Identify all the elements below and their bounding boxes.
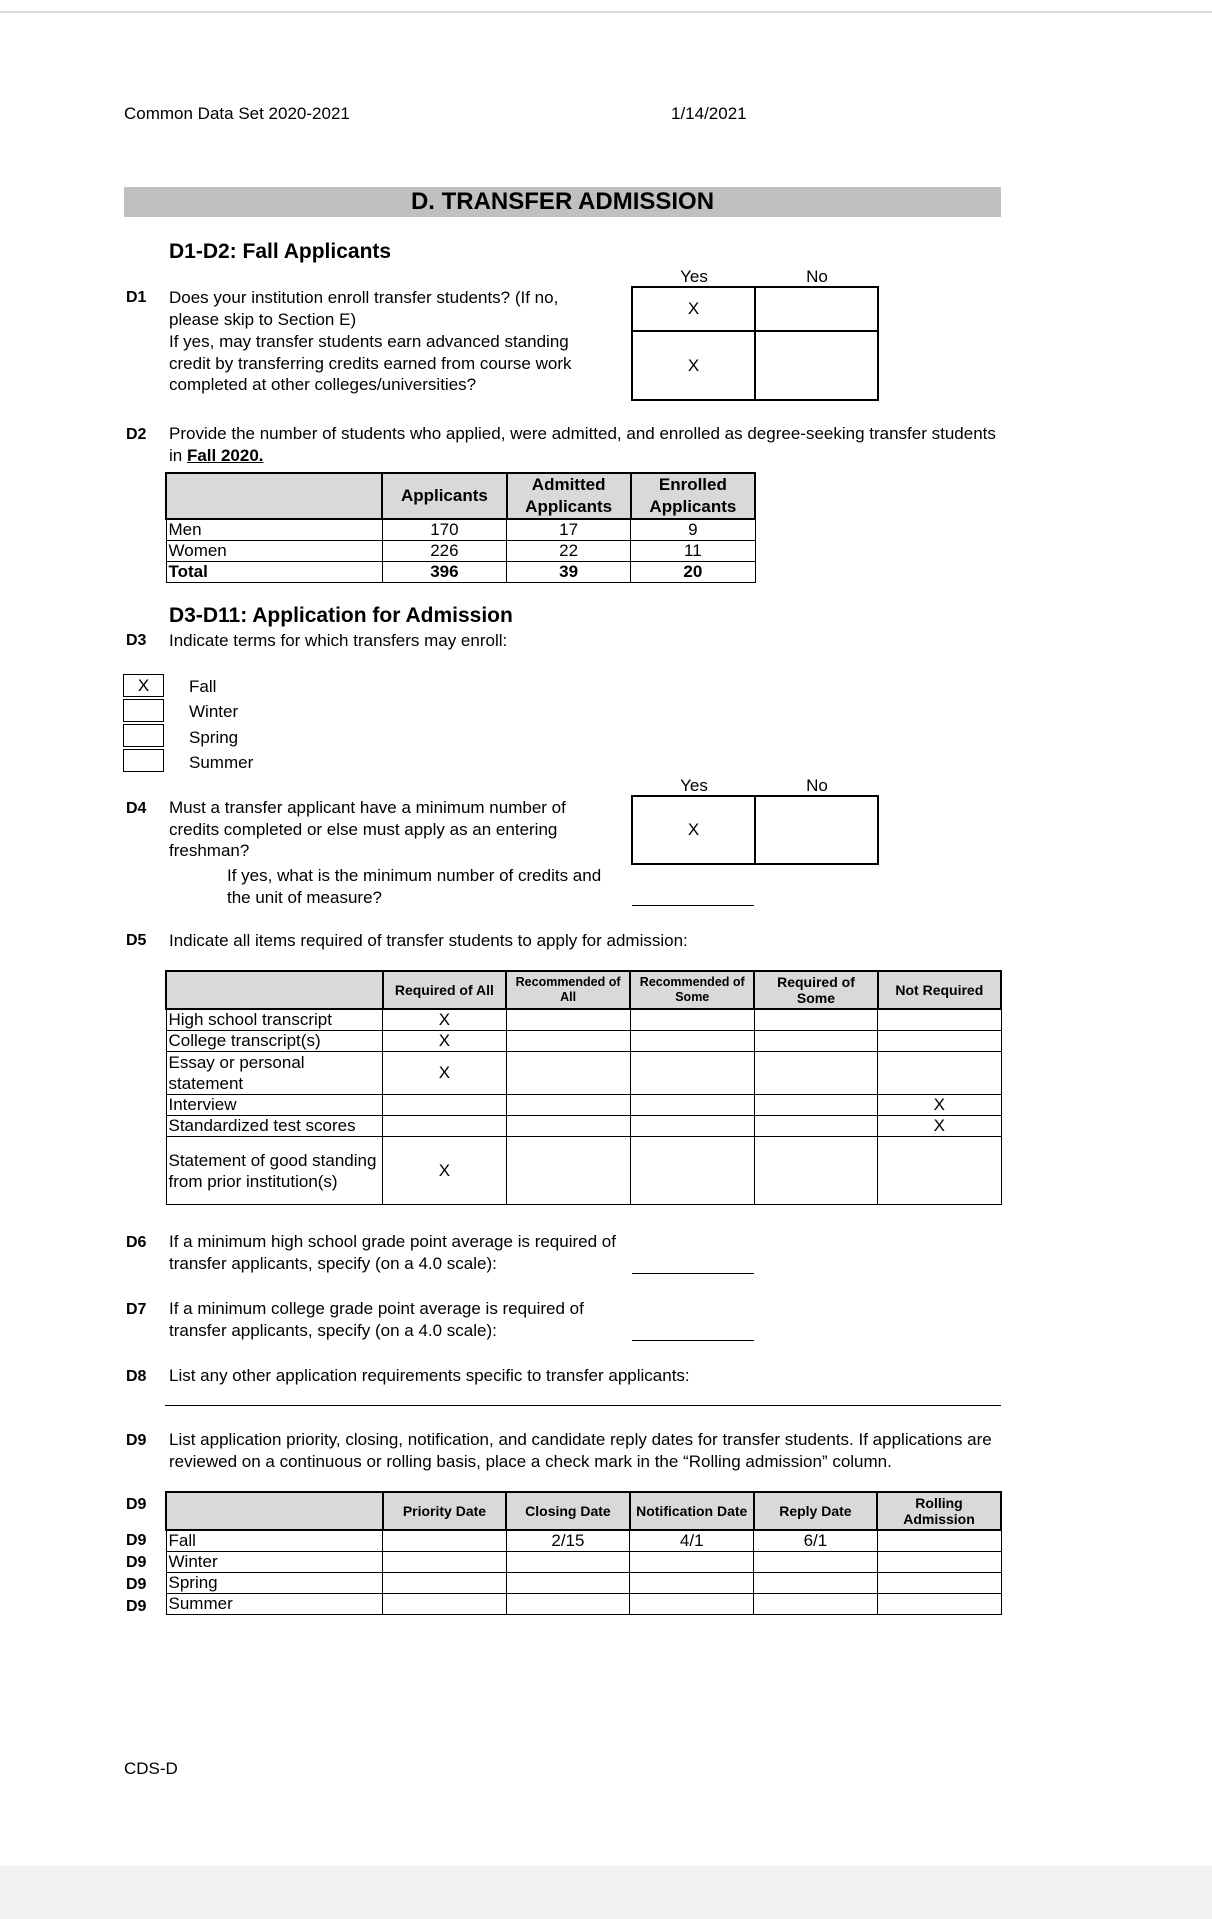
d2-question [169,423,999,466]
d5-cell: X [383,1052,506,1095]
d9-cell [383,1552,506,1573]
section-heading-d1-d2: D1-D2: Fall Applicants [169,240,392,263]
table-row [166,1552,1001,1573]
term-label-spring: Spring [189,728,239,747]
d5-row-label: Essay or personal statement [166,1052,383,1095]
d5-header-not-required: Not Required [878,971,1001,1009]
d1-yes-no-table [631,286,879,401]
d4-question: Must a transfer applicant have a minimum number of credits completed or else must apply as an entering freshman? [169,798,566,860]
d5-cell [754,1137,877,1205]
d5-cell [630,1116,754,1137]
term-label-fall: Fall [189,677,217,696]
table-row [166,562,755,583]
table-row [166,541,755,562]
d4-yes-cell[interactable]: X [632,796,755,864]
d6-question: If a minimum high school grade point average is required of transfer applicants, specify (on a 4.0 scale): [169,1232,616,1273]
d2-cell: 226 [382,541,506,562]
d9-header-notification: Notification Date [630,1492,754,1530]
d9-header-priority: Priority Date [383,1492,506,1530]
d1-q1-no-cell[interactable] [755,287,878,331]
bottom-band [0,1866,1212,1919]
d5-cell [754,1116,877,1137]
d8-question: List any other application requirements specific to transfer applicants: [169,1366,690,1385]
d9-header-closing: Closing Date [506,1492,630,1530]
d9-cell [754,1594,877,1615]
d7-question: If a minimum college grade point average is required of transfer applicants, specify (on a 4.0 scale): [169,1299,584,1340]
d2-cell: 22 [507,541,631,562]
d5-cell [630,1052,754,1095]
d5-header-recommended-all: Recommended of All [506,971,630,1009]
d5-row-label: College transcript(s) [166,1031,383,1052]
item-id-d9: D9 [126,1496,147,1513]
d9-cell [877,1594,1001,1615]
d5-cell [506,1137,630,1205]
d5-cell [383,1095,506,1116]
d9-cell [506,1552,630,1573]
d5-cell [878,1031,1001,1052]
d1-question-enroll: Does your institution enroll transfer students? (If no, please skip to Section E) [169,288,559,329]
term-checkbox-summer[interactable] [123,749,164,772]
table-row [166,519,755,541]
d5-row-label: Standardized test scores [166,1116,383,1137]
d5-header-required-some: Required of Some [754,971,877,1009]
d5-cell: X [878,1116,1001,1137]
table-row [166,1095,1001,1116]
item-id-d8: D8 [126,1368,147,1385]
term-label-summer: Summer [189,753,254,772]
table-row [166,1116,1001,1137]
d4-credits-line[interactable] [632,905,754,906]
d7-gpa-line[interactable] [632,1340,754,1341]
d2-header-blank [166,473,382,519]
d9-cell [630,1552,754,1573]
item-id-d2: D2 [126,426,147,443]
d5-cell [754,1009,877,1031]
d9-cell: 4/1 [630,1530,754,1552]
d9-cell [877,1530,1001,1552]
d2-cell: 20 [631,562,755,583]
d5-cell [506,1031,630,1052]
d2-cell: 11 [631,541,755,562]
d2-row-label: Women [166,541,382,562]
term-label-winter: Winter [189,702,239,721]
d9-row-label: Spring [166,1573,383,1594]
d9-cell [383,1573,506,1594]
d2-term: Fall 2020. [186,445,264,465]
d2-question-text: Provide the number of students who applied, were admitted, and enrolled as degree-seeking transfer students in [169,424,996,465]
d5-question: Indicate all items required of transfer students to apply for admission: [169,931,688,950]
item-id-d9: D9 [126,1576,147,1593]
d2-cell: 170 [382,519,506,541]
d4-yes-no-table [631,795,879,865]
d9-cell [630,1573,754,1594]
table-row [166,1594,1001,1615]
document-title: Common Data Set 2020-2021 [124,104,350,123]
yes-column-label: Yes [680,776,708,795]
d5-cell [754,1031,877,1052]
d1-q2-yes-cell[interactable]: X [632,331,755,400]
d5-header-required-all: Required of All [383,971,506,1009]
term-checkbox-spring[interactable] [123,724,164,747]
d5-cell [506,1095,630,1116]
d5-cell [506,1116,630,1137]
d9-row-label: Winter [166,1552,383,1573]
no-column-label: No [806,267,828,286]
d5-cell: X [878,1095,1001,1116]
no-column-label: No [806,776,828,795]
d9-cell [754,1573,877,1594]
d5-row-label: Statement of good standing from prior institution(s) [166,1137,383,1205]
d5-cell [506,1009,630,1031]
d5-cell [630,1031,754,1052]
d5-cell [754,1052,877,1095]
section-heading-d3-d11: D3-D11: Application for Admission [169,604,513,627]
item-id-d4: D4 [126,800,147,817]
item-id-d5: D5 [126,932,147,949]
section-banner: D. TRANSFER ADMISSION [124,187,1001,217]
d5-requirements-table [165,970,1002,1205]
d9-header-rolling: Rolling Admission [877,1492,1001,1530]
d9-cell: 6/1 [754,1530,877,1552]
d2-header-enrolled: Enrolled Applicants [631,473,755,519]
item-id-d9: D9 [126,1432,147,1449]
d5-cell [878,1009,1001,1031]
table-row [166,1137,1001,1205]
d5-cell [630,1137,754,1205]
d9-row-label: Fall [166,1530,383,1552]
d5-cell [630,1009,754,1031]
table-row [166,1530,1001,1552]
table-row [166,1573,1001,1594]
d5-cell [754,1095,877,1116]
d2-cell: 17 [507,519,631,541]
d9-cell [877,1552,1001,1573]
d5-row-label: High school transcript [166,1009,383,1031]
d9-header-reply: Reply Date [754,1492,877,1530]
top-divider [0,11,1212,13]
d3-question: Indicate terms for which transfers may enroll: [169,631,508,650]
page-footer: CDS-D [124,1759,178,1778]
term-checkbox-winter[interactable] [123,699,164,722]
item-id-d9: D9 [126,1598,147,1615]
d5-header-recommended-some: Recommended of Some [630,971,754,1009]
item-id-d3: D3 [126,632,147,649]
d1-q1-yes-cell[interactable]: X [632,287,755,331]
d9-question: List application priority, closing, notification, and candidate reply dates for transfer students. If applications are reviewed on a continuous or rolling basis, place a check mark in the “Rolling admission” column. [169,1430,992,1471]
d9-cell [383,1530,506,1552]
d2-applicants-table [165,472,756,583]
d5-cell [878,1052,1001,1095]
term-checkbox-fall[interactable]: X [123,674,164,697]
d9-dates-table [165,1491,1002,1615]
d4-followup: If yes, what is the minimum number of credits and the unit of measure? [227,866,602,907]
d2-row-label: Men [166,519,382,541]
d9-cell: 2/15 [506,1530,630,1552]
d1-q2-no-cell[interactable] [755,331,878,400]
d9-cell [630,1594,754,1615]
d5-header-blank [166,971,383,1009]
d2-header-admitted: Admitted Applicants [507,473,631,519]
d2-row-label: Total [166,562,382,583]
d9-row-label: Summer [166,1594,383,1615]
d9-cell [506,1573,630,1594]
d9-cell [383,1594,506,1615]
d5-cell [383,1116,506,1137]
item-id-d1: D1 [126,289,147,306]
d9-header-blank [166,1492,383,1530]
d5-cell: X [383,1137,506,1205]
item-id-d9: D9 [126,1554,147,1571]
d9-cell [754,1552,877,1573]
d9-cell [506,1594,630,1615]
item-id-d9: D9 [126,1532,147,1549]
d5-cell [630,1095,754,1116]
item-id-d6: D6 [126,1234,147,1251]
d5-cell [878,1137,1001,1205]
d2-cell: 396 [382,562,506,583]
yes-column-label: Yes [680,267,708,286]
item-id-d7: D7 [126,1301,147,1318]
d6-gpa-line[interactable] [632,1273,754,1274]
d1-question-advanced-standing: If yes, may transfer students earn advanced standing credit by transferring credits earned from course work completed at other colleges/universities? [169,332,572,394]
d5-cell: X [383,1031,506,1052]
d2-cell: 39 [507,562,631,583]
table-row [166,1052,1001,1095]
d5-row-label: Interview [166,1095,383,1116]
d4-no-cell[interactable] [755,796,878,864]
table-row [166,1009,1001,1031]
d9-cell [877,1573,1001,1594]
d5-cell: X [383,1009,506,1031]
table-row [166,1031,1001,1052]
d2-header-applicants: Applicants [382,473,506,519]
document-date: 1/14/2021 [671,104,747,123]
d5-cell [506,1052,630,1095]
d2-cell: 9 [631,519,755,541]
d8-requirements-line[interactable] [165,1405,1001,1406]
